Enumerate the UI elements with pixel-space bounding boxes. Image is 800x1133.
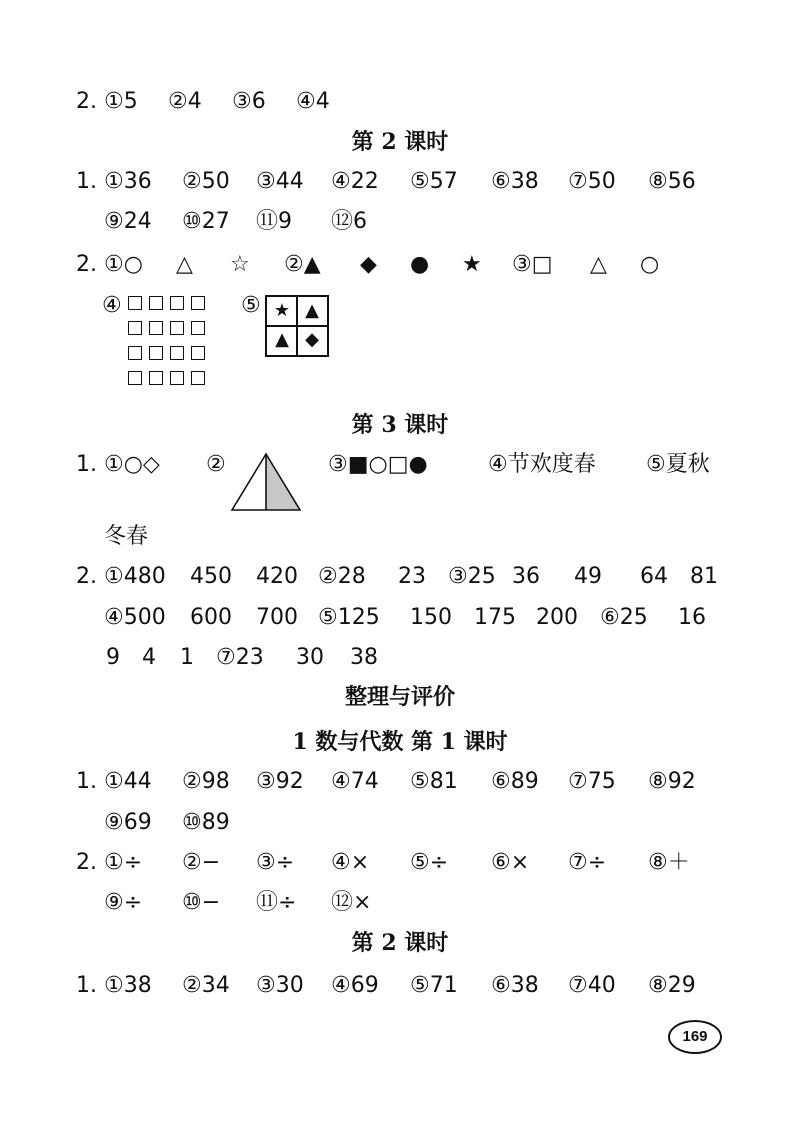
answer-item: ②4 (168, 89, 202, 114)
section-heading: 1 数与代数 第 1 课时 (292, 729, 508, 755)
answer-item: 64 (640, 564, 668, 589)
answer-item: ⑤71 (410, 973, 458, 998)
small-square (170, 346, 184, 360)
answer-item: 30 (296, 645, 324, 670)
answer-item: ⑧92 (648, 769, 696, 794)
answer-item: ③25 (448, 564, 496, 589)
answer-item: △ (176, 252, 193, 277)
answer-item: ⑦÷ (568, 850, 607, 875)
answer-item: ○ (640, 252, 660, 277)
answer-item: ⑤÷ (410, 850, 449, 875)
small-square (191, 371, 205, 385)
answer-item: ⑥89 (491, 769, 539, 794)
answer-item: ①○ (104, 252, 143, 277)
answer-item: ★ (462, 252, 482, 277)
answer-item: ③■○□● (328, 452, 428, 477)
answer-item: ⑪9 (256, 209, 292, 234)
answer-item: ①36 (104, 169, 152, 194)
answer-item: ⑤81 (410, 769, 458, 794)
answer-item: ⑦75 (568, 769, 616, 794)
answer-item: ①38 (104, 973, 152, 998)
answer-line (0, 245, 800, 285)
answer-item: 9 (106, 645, 120, 670)
answer-item: ④74 (331, 769, 379, 794)
answer-item: ⑩89 (182, 810, 230, 835)
question-number: 1. (76, 973, 97, 998)
small-square (128, 296, 142, 310)
answer-line (0, 517, 800, 557)
question-number: 2. (76, 564, 97, 589)
answer-line (0, 803, 800, 843)
small-square (170, 321, 184, 335)
answer-item: ④× (331, 850, 370, 875)
small-square (128, 321, 142, 335)
answer-item: ⑨÷ (104, 890, 143, 915)
answer-item: ③44 (256, 169, 304, 194)
answer-line (0, 557, 800, 597)
small-square (149, 321, 163, 335)
small-square (191, 321, 205, 335)
answer-item: ②▲ (284, 252, 321, 277)
grid-cell-triangle: ▲ (305, 300, 319, 321)
answer-line (0, 82, 800, 122)
answer-item: ①44 (104, 769, 152, 794)
answer-item: ④500 (104, 605, 166, 630)
answer-item: 4 (142, 645, 156, 670)
answer-item: ◆ (360, 252, 377, 277)
answer-line (0, 966, 800, 1006)
answer-item: 700 (256, 605, 298, 630)
grid-cell-star: ★ (273, 300, 291, 321)
small-square (128, 346, 142, 360)
answer-line (0, 445, 800, 485)
answer-item: ⑥25 (600, 605, 648, 630)
answer-item: ☆ (230, 252, 250, 277)
answer-line (0, 883, 800, 923)
section-heading: 第 2 课时 (351, 930, 449, 956)
question-number: 1. (76, 169, 97, 194)
answer-item: ② (206, 452, 226, 477)
answer-item: 200 (536, 605, 578, 630)
page-number: 169 (668, 1020, 722, 1054)
answer-item: ④69 (331, 973, 379, 998)
answer-item: 49 (574, 564, 602, 589)
answer-item: ⑤夏秋 (646, 452, 710, 477)
answer-line (0, 202, 800, 242)
small-squares-grid (128, 296, 214, 386)
answer-item: ⑧＋ (648, 850, 690, 875)
section-heading: 整理与评价 (344, 684, 455, 710)
answer-item: ⑫× (331, 890, 372, 915)
answer-item: ②34 (182, 973, 230, 998)
answer-item: ④节欢度春 (488, 452, 596, 477)
answer-line (0, 638, 800, 678)
answer-item: ①○◇ (104, 452, 160, 477)
answer-line (0, 162, 800, 202)
small-square (149, 296, 163, 310)
answer-item: 600 (190, 605, 232, 630)
section-heading: 第 3 课时 (351, 412, 449, 438)
answer-item: 450 (190, 564, 232, 589)
answer-item: ①5 (104, 89, 138, 114)
answer-item: 冬春 (104, 524, 149, 549)
small-square (170, 371, 184, 385)
answer-item: 36 (512, 564, 540, 589)
answer-item: ⑦23 (216, 645, 264, 670)
answer-item: ⑩− (182, 890, 221, 915)
small-square (149, 371, 163, 385)
section-heading: 第 2 课时 (351, 129, 449, 155)
symbol-grid (265, 295, 329, 357)
answer-line (0, 762, 800, 802)
answer-item: 23 (398, 564, 426, 589)
answer-item: ⑥× (491, 850, 530, 875)
grid-cell-triangle: ▲ (275, 329, 289, 350)
question-number: 2. (76, 89, 97, 114)
answer-item: △ (590, 252, 607, 277)
answer-item: ⑦40 (568, 973, 616, 998)
answer-item: 175 (474, 605, 516, 630)
answer-item: ③□ (512, 252, 553, 277)
answer-item: ④4 (296, 89, 330, 114)
answer-item: ③÷ (256, 850, 295, 875)
question-number: 1. (76, 769, 97, 794)
answer-item: ⑩27 (182, 209, 230, 234)
answer-item: ⑥38 (491, 973, 539, 998)
answer-item: ⑤125 (318, 605, 380, 630)
small-square (170, 296, 184, 310)
answer-item: ②98 (182, 769, 230, 794)
answer-item: ⑥38 (491, 169, 539, 194)
answer-item: ⑪÷ (256, 890, 297, 915)
answer-item: 150 (410, 605, 452, 630)
answer-item: ①480 (104, 564, 166, 589)
answer-item: ⑫6 (331, 209, 367, 234)
answer-item: ②50 (182, 169, 230, 194)
answer-item: ③30 (256, 973, 304, 998)
answer-item: ● (410, 252, 430, 277)
small-square (128, 371, 142, 385)
answer-item: ⑨69 (104, 810, 152, 835)
answer-item: ④22 (331, 169, 379, 194)
answer-item: 81 (690, 564, 718, 589)
answer-line (0, 598, 800, 638)
small-grid-label: ④ (102, 293, 122, 318)
grid-cell-diamond: ◆ (305, 329, 319, 350)
answer-item: ③6 (232, 89, 266, 114)
answer-item: ⑧56 (648, 169, 696, 194)
question-number: 1. (76, 452, 97, 477)
answer-item: ⑦50 (568, 169, 616, 194)
answer-item: ②− (182, 850, 221, 875)
answer-item: ③92 (256, 769, 304, 794)
answer-item: 420 (256, 564, 298, 589)
question-number: 2. (76, 252, 97, 277)
answer-item: ⑤57 (410, 169, 458, 194)
small-square (191, 346, 205, 360)
answer-item: 16 (678, 605, 706, 630)
answer-item: 1 (180, 645, 194, 670)
answer-item: 38 (350, 645, 378, 670)
answer-item: ⑧29 (648, 973, 696, 998)
answer-item: ⑨24 (104, 209, 152, 234)
big-grid-label: ⑤ (241, 293, 261, 318)
small-square (191, 296, 205, 310)
answer-item: ②28 (318, 564, 366, 589)
small-square (149, 346, 163, 360)
question-number: 2. (76, 850, 97, 875)
answer-line (0, 843, 800, 883)
answer-item: ①÷ (104, 850, 143, 875)
